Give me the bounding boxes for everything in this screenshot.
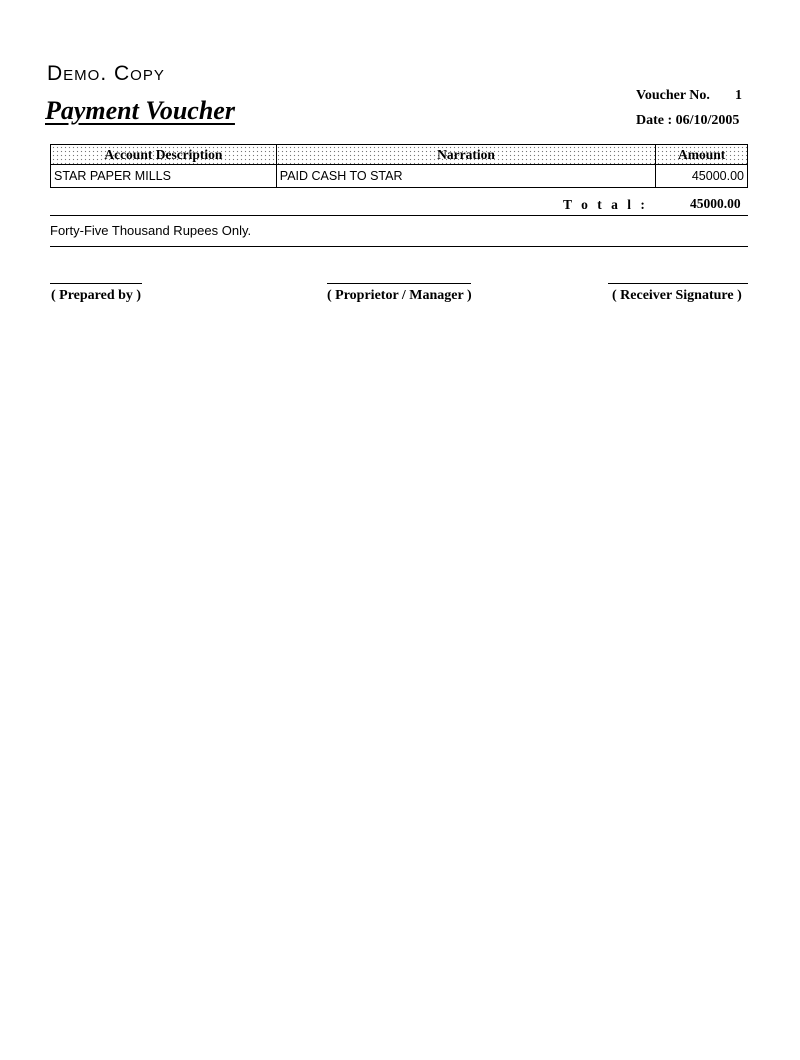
divider [50,215,748,216]
signature-line-prepared [50,283,142,284]
cell-account: STAR PAPER MILLS [51,165,277,188]
signature-label-receiver: ( Receiver Signature ) [612,288,742,303]
signature-line-receiver [608,283,748,284]
cell-narration: PAID CASH TO STAR [276,165,655,188]
table-header-row [51,145,748,165]
divider [50,246,748,247]
voucher-items-table [50,144,748,188]
signature-label-prepared: ( Prepared by ) [51,288,142,303]
page-title: Payment Voucher [45,96,235,125]
table-row [51,165,748,188]
column-header-narration: Narration [276,145,655,165]
signature-line-proprietor [327,283,471,284]
demo-copy-label: Demo. Copy [47,62,165,85]
column-header-amount: Amount [656,145,748,165]
total-value: 45000.00 [690,196,741,211]
total-label: T o t a l : [563,197,648,212]
cell-amount: 45000.00 [656,165,748,188]
voucher-date: Date : 06/10/2005 [636,113,740,128]
voucher-number-value: 1 [735,88,742,103]
column-header-account: Account Description [51,145,277,165]
signature-label-proprietor: ( Proprietor / Manager ) [327,288,472,303]
amount-in-words: Forty-Five Thousand Rupees Only. [50,223,252,238]
voucher-number-label: Voucher No. [636,88,710,103]
